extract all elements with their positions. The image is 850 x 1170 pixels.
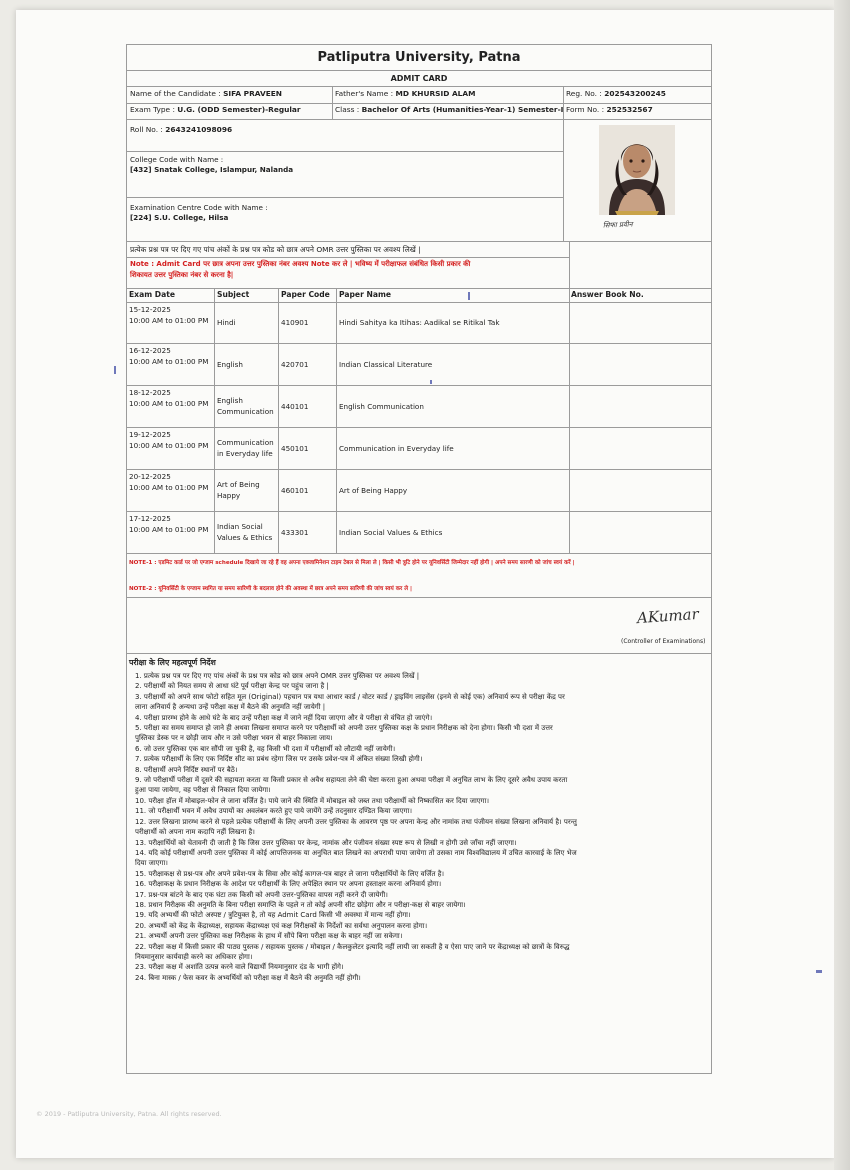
row-time: 10:00 AM to 01:00 PM bbox=[129, 399, 209, 408]
candidate-name: Name of the Candidate : SIFA PRAVEEN bbox=[130, 89, 282, 98]
pen-mark bbox=[816, 970, 822, 973]
row-subject: Art of Being Happy bbox=[217, 480, 260, 500]
instruction-item: परीक्षार्थी को अपना नाम कदापि नहीं लिखना है। bbox=[135, 828, 255, 837]
row-time: 10:00 AM to 01:00 PM bbox=[129, 483, 209, 492]
note-2: NOTE-2 : यूनिवर्सिटी के एग्जाम स्थगित या समय सारिणी के बदलाव होने की अवस्था में छात्र अपने समय सारिणी की जांच स्वयं कर ले | bbox=[129, 586, 413, 592]
row-time: 10:00 AM to 01:00 PM bbox=[129, 357, 209, 366]
scan-edge bbox=[834, 0, 850, 1170]
pen-mark bbox=[468, 292, 470, 300]
header-subject: Subject bbox=[217, 290, 250, 299]
row-date: 15-12-2025 bbox=[129, 305, 171, 314]
row-date: 19-12-2025 bbox=[129, 430, 171, 439]
omr-instruction: प्रत्येक प्रश्न पत्र पर दिए गए पांच अंकों के प्रश्न पत्र कोड को छात्र अपने OMR उत्तर पुस्तिका पर अवश्य लिखें | bbox=[130, 245, 421, 254]
row-time: 10:00 AM to 01:00 PM bbox=[129, 441, 209, 450]
header-paper-name: Paper Name bbox=[339, 290, 392, 299]
instruction-item: हुआ पाया जायेगा, वह परीक्षा से निकाल दिया जायेगा। bbox=[135, 786, 271, 795]
instruction-item: 20. अभ्यर्थी को केंद्र के केंद्राध्यक्ष, सहायक केंद्राध्यक्ष एवं कक्ष निरीक्षकों के निर्देशों का सर्वथा अनुपालन करना होगा। bbox=[135, 921, 428, 930]
row-paper: Communication in Everyday life bbox=[339, 444, 454, 453]
row-code: 440101 bbox=[281, 402, 309, 411]
reg-no: Reg. No. : 202543200245 bbox=[566, 89, 666, 98]
instruction-item: 22. परीक्षा कक्ष में किसी प्रकार की पाठ्य पुस्तक / सहायक पुस्तक / मोबाइल / कैलकुलेटर इत्यादि नहीं लायी जा सकती है व ऐसा पाए जाने पर केंद्राध्यक्ष को छात्रों के विरुद्ध bbox=[135, 942, 570, 951]
row-code: 433301 bbox=[281, 528, 309, 537]
instruction-item: 13. परीक्षार्थियों को चेतावनी दी जाती है कि जिस उत्तर पुस्तिका पर केन्द्र, नामांक और पंजीयन संख्या स्पष्ट रूप से लिखी न होगी उसे जाँचा नहीं जाएगा। bbox=[135, 838, 517, 847]
row-paper: Indian Social Values & Ethics bbox=[339, 528, 443, 537]
father-name: Father's Name : MD KHURSID ALAM bbox=[335, 89, 476, 98]
instruction-item: 6. जो उत्तर पुस्तिका एक बार सौंपी जा चुकी है, वह किसी भी दशा में परीक्षार्थी को लौटायी नहीं जायेगी। bbox=[135, 744, 396, 753]
controller-signature: AKumar bbox=[636, 604, 700, 628]
instruction-item: 7. प्रत्येक परीक्षार्थी के लिए एक निर्दिष्ट सीट का प्रबंध रहेगा जिस पर उसके प्रवेश-पत्र में अंकित संख्या लिखी होगी। bbox=[135, 755, 423, 764]
instruction-item: 10. परीक्षा हॉल में मोबाइल-फोन ले जाना वर्जित है। पाये जाने की स्थिति में मोबाइल को जब्त तथा परीक्षार्थी को निष्कासित कर दिया जाएगा। bbox=[135, 796, 490, 805]
row-code: 460101 bbox=[281, 486, 309, 495]
admit-card bbox=[126, 44, 712, 1074]
instruction-item: 18. प्रधान निरीक्षक की अनुमति के बिना परीक्षा समाप्ति के पहले न तो कोई अपनी सीट छोड़ेगा और न परीक्षा-कक्ष से बाहर जायेगा। bbox=[135, 900, 466, 909]
instruction-item: 12. उत्तर लिखना प्रारम्भ करने से पहले प्रत्येक परीक्षार्थी के लिए अपनी उत्तर पुस्तिका के आवरण पृष्ठ पर अपना केन्द्र और नामांक तथा पंजीयन संख्या लिखना अनिवार्य है। परन्तु bbox=[135, 817, 577, 826]
candidate-signature: सिफा प्रवीन bbox=[602, 220, 633, 230]
row-date: 18-12-2025 bbox=[129, 388, 171, 397]
row-subject: English bbox=[217, 360, 243, 369]
row-date: 17-12-2025 bbox=[129, 514, 171, 523]
centre-name: [224] S.U. College, Hilsa bbox=[130, 213, 229, 222]
university-title: Patliputra University, Patna bbox=[127, 45, 711, 71]
instruction-item: लाना अनिवार्य है अन्यथा उन्हें परीक्षा कक्ष में बैठने की अनुमति नहीं जायेगी | bbox=[135, 703, 326, 712]
instruction-item: 9. जो परीक्षार्थी परीक्षा में दूसरे की सहायता करता या किसी प्रकार से अवैध सहायता लेने की चेष्टा करता हुआ अथवा परीक्षा में अनुचित लाभ के लिए दूसरे अवैध उपाय करता bbox=[135, 776, 568, 785]
row-subject: Indian Social Values & Ethics bbox=[217, 522, 273, 542]
instruction-item: दिया जाएगा। bbox=[135, 859, 168, 868]
centre-block bbox=[127, 203, 563, 223]
row-subject: Hindi bbox=[217, 318, 236, 327]
instruction-item: 14. यदि कोई परीक्षार्थी अपनी उत्तर पुस्तिका में कोई आपत्तिजनक या अनुचित बात लिखने का अपराधी पाया जायेगा तो उसका नाम विश्वविद्यालय में उचित कारवाई के लिए भेज bbox=[135, 848, 577, 857]
instruction-item: 15. परीक्षाकक्ष से प्रश्न-पत्र और अपने प्रवेश-पत्र के सिवा और कोई कागज-पत्र बाहर ले जाना परीक्षार्थियों के लिए वर्जित है। bbox=[135, 869, 445, 878]
note-line-1: Note : Admit Card पर छात्र अपना उत्तर पुस्तिका नंबर अवश्य Note कर ले | भविष्य में परीक्षाफल संबंधित किसी प्रकार की bbox=[130, 260, 471, 268]
row-paper: Hindi Sahitya ka Itihas: Aadikal se Ritikal Tak bbox=[339, 318, 500, 327]
exam-type: Exam Type : U.G. (ODD Semester)-Regular bbox=[130, 105, 301, 114]
pen-mark bbox=[430, 380, 432, 384]
instruction-item: 24. बिना मास्क / फेस कवर के अभ्यर्थियों को परीक्षा कक्ष में बैठने की अनुमति नहीं होगी। bbox=[135, 973, 361, 982]
college-block bbox=[127, 155, 563, 175]
header-answer-book: Answer Book No. bbox=[571, 290, 644, 299]
note-line-2: शिकायत उत्तर पुस्तिका नंबर से करना है| bbox=[130, 271, 234, 279]
instruction-item: पुस्तिका डेस्क पर न छोड़ी जाय और न उसे परीक्षा भवन से बाहर निकाला जाय। bbox=[135, 734, 333, 743]
row-date: 20-12-2025 bbox=[129, 472, 171, 481]
instruction-item: 8. परीक्षार्थी अपने निर्दिष्ट स्थानों पर बैठें। bbox=[135, 765, 238, 774]
candidate-photo bbox=[599, 125, 675, 215]
row-date: 16-12-2025 bbox=[129, 346, 171, 355]
instruction-item: नियमानुसार कार्यवाही करने का अधिकार होगा। bbox=[135, 952, 253, 961]
header-exam-date: Exam Date bbox=[129, 290, 175, 299]
note-1: NOTE-1 : एडमिट कार्ड पर जो एग्जाम schedule दिखाये जा रहे हैं वह अपना एक्जामिनेशन टाइम टेबल से मिला ले | किसी भी त्रुटि होने पर यूनिवर्सिटी जिम्मेदार नहीं होगी | अपने समय सारणी को जांच स्वयं करें | bbox=[129, 560, 575, 566]
college-label: College Code with Name : bbox=[130, 155, 224, 164]
instruction-item: 5. परीक्षा का समय समाप्त हो जाने ही अथवा लिखना समाप्त करने पर परीक्षार्थी को अपनी उत्तर पुस्तिका कक्ष के प्रधान निरीक्षक को देना होगा। किसी भी दशा में उत्तर bbox=[135, 724, 553, 733]
instructions-title: परीक्षा के लिए महत्वपूर्ण निर्देश bbox=[129, 658, 216, 667]
controller-label: (Controller of Examinations) bbox=[621, 638, 706, 645]
instruction-item: 16. परीक्षाकक्ष के प्रधान निरीक्षक के आदेश पर परीक्षार्थी के लिए अपेक्षित स्थान पर अपना हस्ताक्षर करना अनिवार्य होगा। bbox=[135, 880, 442, 889]
instruction-item: 19. यदि अभ्यर्थी की फोटो अस्पष्ट / त्रुटियुक्त है, तो यह Admit Card किसी भी अवस्था में मान्य नहीं होगा। bbox=[135, 911, 411, 920]
instruction-item: 21. अभ्यर्थी अपनी उत्तर पुस्तिका कक्ष निरीक्षक के हाथ में सौंपे बिना परीक्षा कक्ष के बाहर नहीं जा सकेगा। bbox=[135, 932, 403, 941]
header-paper-code: Paper Code bbox=[281, 290, 330, 299]
row-paper: Art of Being Happy bbox=[339, 486, 408, 495]
instruction-item: 23. परीक्षा कक्ष में अशांति उत्पन्न करने वाले विद्यार्थी नियमानुसार दंड के भागी होंगे। bbox=[135, 963, 344, 972]
row-time: 10:00 AM to 01:00 PM bbox=[129, 316, 209, 325]
form-no: Form No. : 252532567 bbox=[566, 105, 653, 114]
row-paper: English Communication bbox=[339, 402, 424, 411]
admit-card-title: ADMIT CARD bbox=[127, 71, 711, 87]
instruction-item: 17. प्रश्न-पत्र बांटने के बाद एक घंटा तक किसी को अपनी उत्तर-पुस्तिका वापस नहीं करने दी जायेगी। bbox=[135, 890, 388, 899]
row-code: 410901 bbox=[281, 318, 309, 327]
instruction-item: 1. प्रत्येक प्रश्न पत्र पर दिए गए पांच अंकों के प्रश्न पत्र कोड को छात्र अपने OMR उत्तर पुस्तिका पर अवश्य लिखें | bbox=[135, 672, 420, 680]
instructions-list bbox=[135, 671, 707, 983]
roll-no: Roll No. : 2643241098096 bbox=[130, 125, 233, 134]
college-name: [432] Snatak College, Islampur, Nalanda bbox=[130, 165, 294, 174]
instruction-item: 11. जो परीक्षार्थी भवन में अवैध उपायों का अवलंबन करते हुए पाये जायेंगे उन्हें तदनुसार दण्डित किया जाएगा। bbox=[135, 807, 412, 816]
instruction-item: 3. परीक्षार्थी को अपने साथ फोटो सहित मूल (Original) पहचान पत्र यथा आधार कार्ड / वोटर कार्ड / ड्राइविंग लाइसेंस (इनमे से कोई एक) अनिवार्य रूप से परीक्षा केंद्र पर bbox=[135, 692, 565, 701]
instruction-item: 4. परीक्षा प्रारम्भ होने के आधे घंटे के बाद उन्हें परीक्षा कक्ष में जाने नहीं दिया जाएगा और वे परीक्षा से वंचित हो जाएंगे। bbox=[135, 713, 433, 722]
row-subject: English Communication bbox=[217, 396, 274, 416]
copyright-footer: © 2019 - Patliputra University, Patna. All rights reserved. bbox=[36, 1110, 222, 1118]
class: Class : Bachelor Of Arts (Humanities-Year-1) Semester-I bbox=[335, 105, 563, 114]
row-code: 450101 bbox=[281, 444, 309, 453]
row-subject: Communication in Everyday life bbox=[217, 438, 274, 458]
centre-label: Examination Centre Code with Name : bbox=[130, 203, 268, 212]
pen-mark bbox=[114, 366, 116, 374]
instruction-item: 2. परीक्षार्थी को नियत समय से आधा घंटे पूर्व परीक्षा केन्द्र पर पहुंच जाना है | bbox=[135, 682, 329, 691]
row-code: 420701 bbox=[281, 360, 309, 369]
row-time: 10:00 AM to 01:00 PM bbox=[129, 525, 209, 534]
row-paper: Indian Classical Literature bbox=[339, 360, 433, 369]
